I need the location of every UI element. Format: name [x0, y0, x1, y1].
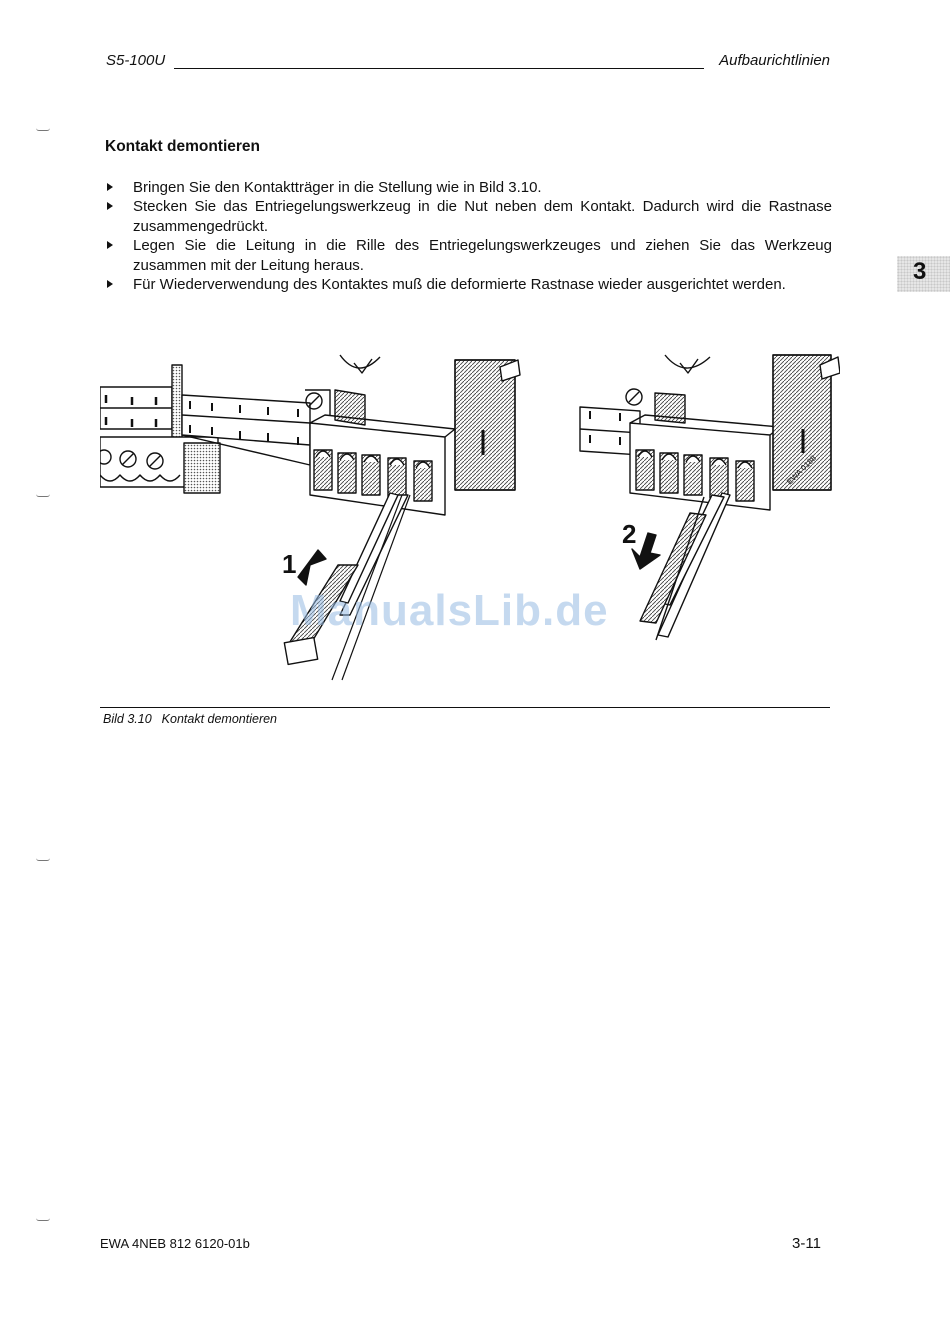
arrow-up-icon — [298, 550, 326, 585]
release-tool-right — [640, 493, 730, 640]
section-title: Kontakt demontieren — [105, 138, 261, 155]
step-2-label: 2 — [622, 519, 637, 549]
margin-mark — [36, 128, 50, 131]
figure-caption-text: Kontakt demontieren — [161, 712, 278, 726]
margin-mark — [36, 494, 50, 497]
figure-contact-removal — [100, 345, 840, 695]
header-rule — [174, 68, 704, 69]
header-product: S5-100U — [106, 52, 166, 69]
page-number: 3-11 — [792, 1235, 821, 1252]
arrow-bullet-icon — [107, 202, 113, 210]
instruction-item: Legen Sie die Leitung in die Rille des Entriegelungswerkzeuges und ziehen Sie das Werkzeug zusammen mit der Leitung heraus. — [105, 236, 832, 275]
figure-rule — [100, 707, 830, 708]
document-code: EWA 4NEB 812 6120-01b — [100, 1236, 250, 1251]
instruction-item: Für Wiederverwendung des Kontaktes muß die deformierte Rastnase wieder ausgerichtet werden. — [105, 275, 832, 294]
margin-mark — [36, 858, 50, 861]
watermark: ManualsLib.de — [290, 586, 609, 635]
instruction-item: Stecken Sie das Entriegelungswerkzeug in die Nut neben dem Kontakt. Dadurch wird die Rastnase zusammengedrückt. — [105, 197, 832, 236]
instruction-item: Bringen Sie den Kontaktträger in die Stellung wie in Bild 3.10. — [105, 178, 832, 197]
arrow-bullet-icon — [107, 183, 113, 191]
drawing-code: EWA 0188 — [785, 453, 818, 487]
header-chapter-title: Aufbaurichtlinien — [719, 52, 830, 69]
figure-caption — [103, 712, 277, 726]
margin-mark — [36, 1218, 50, 1221]
step-1-label: 1 — [282, 549, 297, 579]
connector-housing-right — [626, 355, 840, 510]
arrow-bullet-icon — [107, 280, 113, 288]
connector-housing-left — [305, 355, 520, 515]
instruction-list — [105, 178, 832, 294]
chapter-tab-number: 3 — [913, 258, 927, 285]
figure-caption-number: Bild 3.10 — [103, 712, 152, 726]
arrow-bullet-icon — [107, 241, 113, 249]
